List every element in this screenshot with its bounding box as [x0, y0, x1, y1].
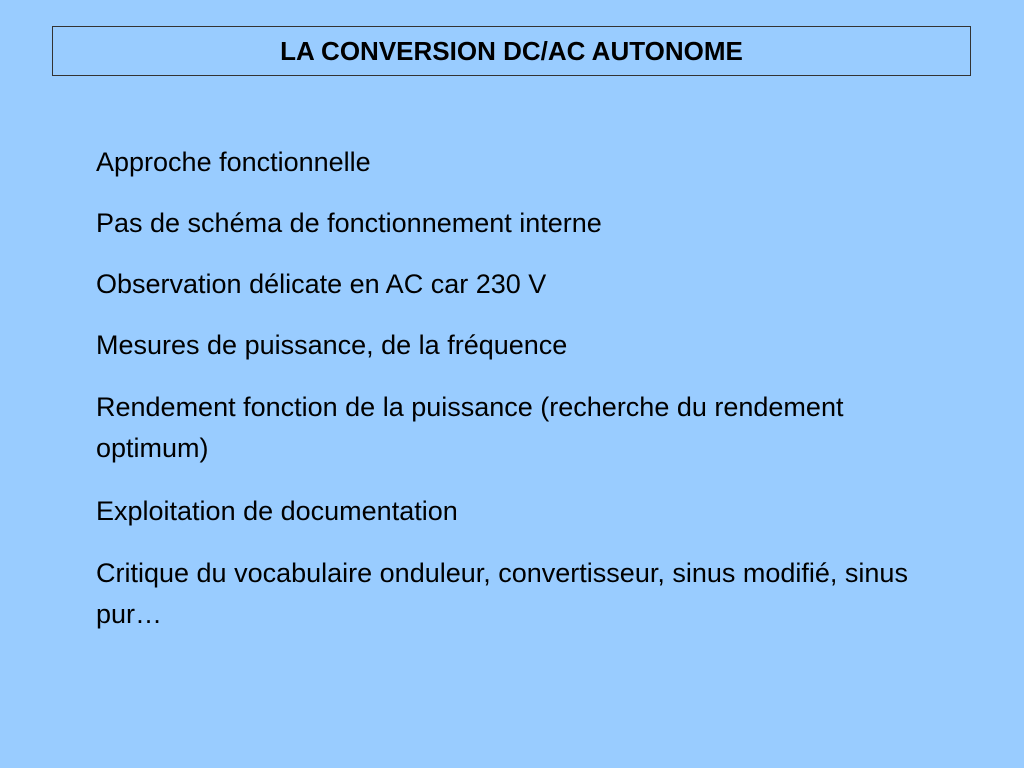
- title-box: [52, 26, 971, 76]
- list-item: Rendement fonction de la puissance (recherche du rendement optimum): [96, 392, 844, 463]
- list-item: Approche fonctionnelle: [96, 147, 371, 177]
- list-item: Exploitation de documentation: [96, 496, 458, 526]
- slide-title: LA CONVERSION DC/AC AUTONOME: [280, 36, 743, 66]
- list-item: Observation délicate en AC car 230 V: [96, 269, 547, 299]
- list-item: Critique du vocabulaire onduleur, convertisseur, sinus modifié, sinus pur…: [96, 558, 908, 629]
- list-item: Pas de schéma de fonctionnement interne: [96, 208, 602, 238]
- bullet-list: [96, 143, 926, 658]
- list-item: Mesures de puissance, de la fréquence: [96, 330, 568, 360]
